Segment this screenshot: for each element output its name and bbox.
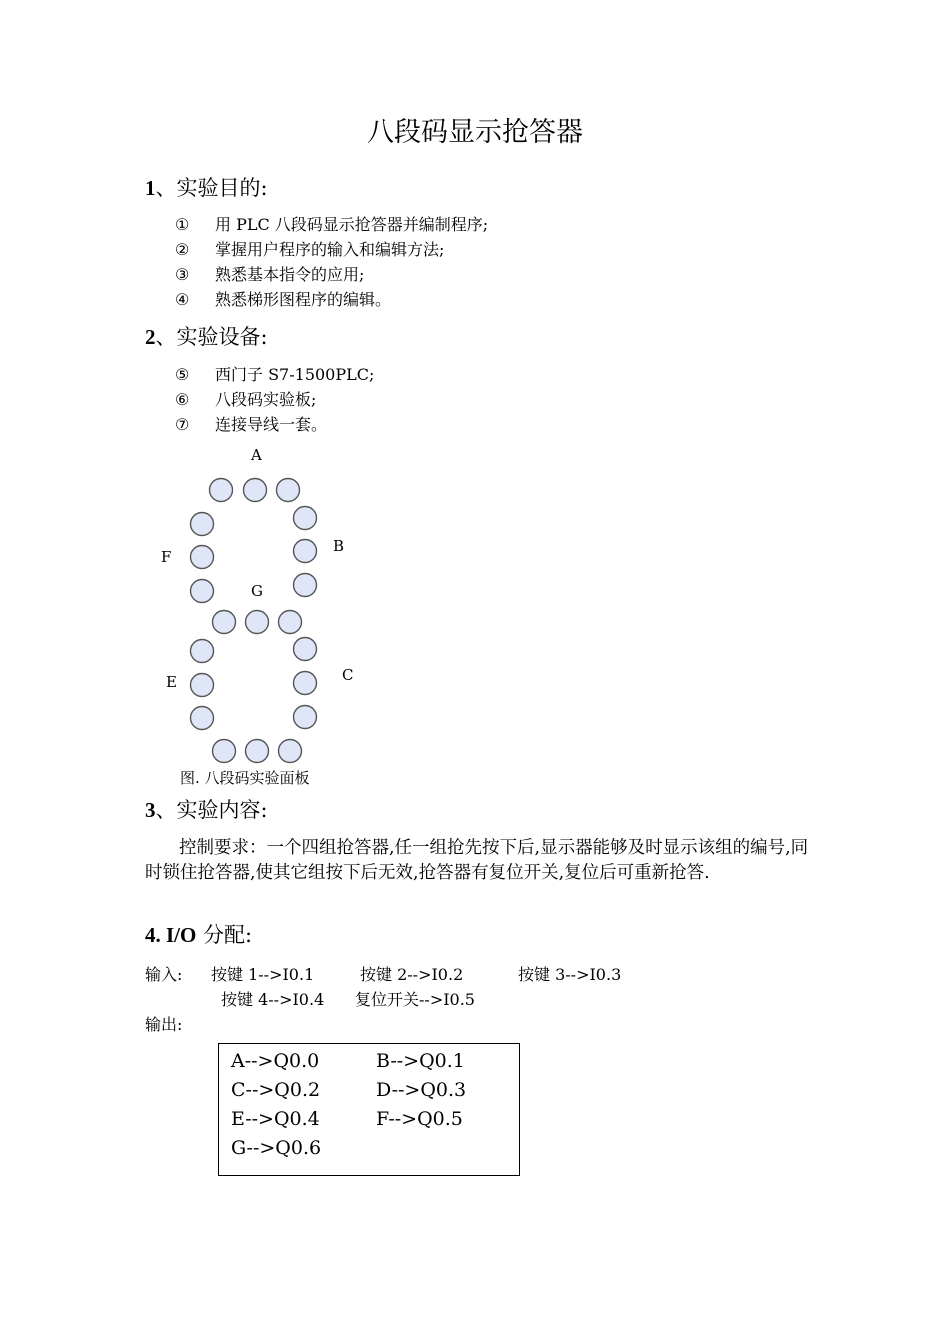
content-paragraph: 控制要求：一个四组抢答器,任一组抢先按下后,显示器能够及时显示该组的编号,同时锁住抢答器,使其它组按下后无效,抢答器有复位开关,复位后可重新抢答. <box>145 838 809 883</box>
figure-caption: 图. 八段码实验面板 <box>180 769 310 787</box>
segment-label-c: C <box>342 666 354 684</box>
section-number: 2 <box>145 325 156 349</box>
segment-d-led <box>246 740 269 763</box>
segment-label-e: E <box>166 673 177 691</box>
segment-g-led <box>246 611 269 634</box>
list-item-text: 熟悉梯形图程序的编辑。 <box>215 290 392 309</box>
segment-f-led <box>191 580 214 603</box>
segment-label-f: F <box>161 548 172 566</box>
output-assignment: G-->Q0.6 <box>231 1137 322 1159</box>
segment-label-a: A <box>251 446 262 464</box>
list-item-number: ① <box>175 215 190 234</box>
segment-c-led <box>294 706 317 729</box>
segment-a-led <box>210 479 233 502</box>
input-assignment: 复位开关-->I0.5 <box>355 990 475 1009</box>
input-assignment: 按键 4-->I0.4 <box>221 990 325 1009</box>
segment-g-led <box>213 611 236 634</box>
section-heading-text: 、实验内容: <box>155 798 268 822</box>
segment-d-led <box>279 740 302 763</box>
input-assignment: 按键 3-->I0.3 <box>518 965 622 984</box>
segment-b-led <box>294 574 317 597</box>
section-number: 3 <box>145 798 156 822</box>
list-item-number: ⑥ <box>175 390 190 409</box>
segment-a-led <box>277 479 300 502</box>
output-table <box>218 1043 520 1176</box>
segment-a-led <box>244 479 267 502</box>
input-assignment: 按键 2-->I0.2 <box>360 965 464 984</box>
list-item-text: 连接导线一套。 <box>215 415 328 434</box>
section-heading-content <box>145 794 268 824</box>
section-heading-text: 分配: <box>196 923 253 947</box>
segment-b-led <box>294 507 317 530</box>
segment-leds <box>191 479 317 763</box>
output-assignment: C-->Q0.2 <box>231 1079 321 1101</box>
segment-b-led <box>294 540 317 563</box>
segment-c-led <box>294 638 317 661</box>
section-number: 4. I/O <box>145 923 197 947</box>
output-assignment: F-->Q0.5 <box>376 1108 463 1130</box>
section-heading-text: 、实验目的: <box>155 176 268 200</box>
segment-e-led <box>191 674 214 697</box>
section-heading-io <box>145 919 252 949</box>
segment-label-b: B <box>333 537 345 555</box>
output-assignment: B-->Q0.1 <box>376 1050 465 1072</box>
output-assignment: E-->Q0.4 <box>231 1108 320 1130</box>
list-item-number: ② <box>175 240 190 259</box>
section-number: 1 <box>145 176 156 200</box>
input-assignment: 按键 1-->I0.1 <box>211 965 315 984</box>
segment-g-led <box>279 611 302 634</box>
segment-f-led <box>191 546 214 569</box>
list-item-number: ⑤ <box>175 365 190 384</box>
output-label: 输出: <box>145 1015 183 1034</box>
list-item-text: 掌握用户程序的输入和编辑方法; <box>215 240 445 259</box>
list-item-number: ④ <box>175 290 190 309</box>
list-item-text: 八段码实验板; <box>215 390 317 409</box>
list-item-number: ③ <box>175 265 190 284</box>
list-item-text: 熟悉基本指令的应用; <box>215 265 365 284</box>
output-assignment: D-->Q0.3 <box>376 1079 467 1101</box>
input-label: 输入: <box>145 965 183 984</box>
page-title: 八段码显示抢答器 <box>367 117 583 148</box>
segment-d-led <box>213 740 236 763</box>
section-heading-text: 、实验设备: <box>155 325 268 349</box>
segment-c-led <box>294 672 317 695</box>
output-assignment: A-->Q0.0 <box>231 1050 320 1072</box>
segment-e-led <box>191 707 214 730</box>
segment-e-led <box>191 640 214 663</box>
list-item-text: 西门子 S7-1500PLC; <box>215 365 375 384</box>
segment-f-led <box>191 513 214 536</box>
list-item-number: ⑦ <box>175 415 190 434</box>
segment-label-g: G <box>251 582 263 600</box>
list-item-text: 用 PLC 八段码显示抢答器并编制程序; <box>215 215 489 234</box>
